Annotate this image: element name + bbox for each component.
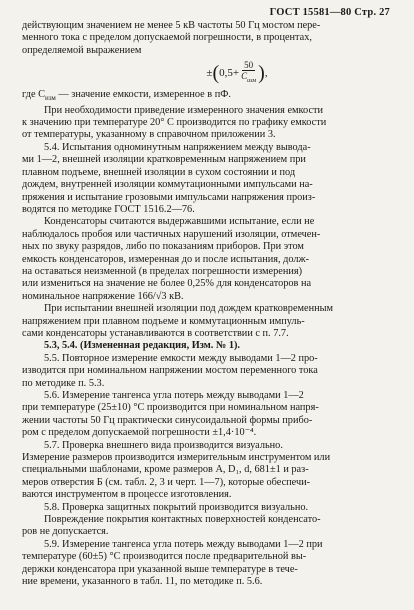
page-header: ГОСТ 15581—80 Стр. 27: [269, 7, 390, 18]
text-line: емкость конденсаторов, измеренная до и после испытания, долж-: [22, 253, 310, 265]
text-line: ных по звуку разрядов, либо по показаниям приборов. При этом: [22, 241, 304, 253]
error-formula: [82, 60, 392, 86]
text-line: ром с пределом допускаемой погрешности ±1,4·10⁻⁴.: [22, 427, 257, 439]
formula-fraction: [241, 60, 256, 86]
formula-base: 0,5+: [219, 66, 240, 79]
text-line: по методике п. 5.3.: [22, 377, 105, 389]
text-line: от температуры, указанному в справочном приложении 3.: [22, 129, 276, 141]
text-line: ми 1—2, внешней изоляции кратковременным напряжением при: [22, 154, 306, 166]
text-line: Повреждение покрытия контактных поверхностей конденсато-: [44, 514, 321, 526]
text-subscript: изм: [44, 94, 56, 103]
text-line: 5.7. Проверка внешнего вида производится визуально.: [44, 439, 283, 451]
formula-tail: ,: [264, 66, 268, 79]
text-line: менного тока с пределом допускаемой погрешности, в процентах,: [22, 32, 312, 44]
text-line: номинальное напряжение 166/√3 кВ.: [22, 290, 184, 302]
text-line: пряжения и испытание грозовыми импульсами напряжения произ-: [22, 191, 316, 203]
text-line: ние времени, указанного в табл. 11, по методике п. 5.6.: [22, 576, 263, 588]
text-line: держки конденсатора при указанной выше температуре в тече-: [22, 563, 298, 575]
text-line: ров не допускается.: [22, 526, 109, 538]
text-line: напряжением при плавном подъеме и коммутационным импуль-: [22, 315, 305, 327]
text-line: меров отверстия Б (см. табл. 2, 3 и черт. 1—7), которые обеспечи-: [22, 476, 311, 488]
text-line: При необходимости приведение измеренного значения емкости: [44, 104, 324, 116]
text-line: При испытании внешней изоляции под дождем кратковременным: [44, 303, 334, 315]
text-line: изводится при номинальном напряжении мостом переменного тока: [22, 365, 318, 377]
formula-open-paren: (: [212, 62, 220, 85]
text-fragment: где C: [22, 89, 45, 101]
text-line: 5.4. Испытания одноминутным напряжением между вывода-: [44, 141, 311, 153]
text-line: ваются инструментом в процессе изготовления.: [22, 489, 232, 501]
text-fragment: — значение емкости, измеренное в пФ.: [55, 89, 231, 101]
text-line: сами конденсаторы устанавливаются в соответствии с п. 7.7.: [22, 327, 289, 339]
formula-den-subscript: изм: [247, 78, 257, 85]
text-line: Конденсаторы считаются выдержавшими испытание, если не: [44, 216, 315, 228]
formula-den-symbol: C: [241, 71, 248, 82]
text-line: Измерение размеров производится измерительным инструментом или: [22, 452, 331, 464]
text-line: 5.5. Повторное измерение емкости между выводами 1—2 про-: [44, 352, 318, 364]
text-line: 5.9. Измерение тангенса угла потерь между выводами 1—2 при: [44, 538, 323, 550]
text-line: при температуре (25±10) °C производится при номинальном напря-: [22, 402, 319, 414]
text-line: плавном подъеме, внешней изоляции в сухом состоянии и под: [22, 166, 296, 178]
text-line: действующим значением не менее 5 кВ частоты 50 Гц мостом пере-: [22, 20, 321, 31]
formula-close-paren: ): [258, 62, 265, 85]
text-line: 5.8. Проверка защитных покрытий производится визуально.: [44, 501, 309, 513]
text-line: специальными шаблонами, кроме размеров A, D₁, d, 681±1 и раз-: [22, 464, 309, 476]
text-line: 5.3, 5.4. (Измененная редакция, Изм. № 1).: [44, 340, 240, 352]
text-line: на оставаться неизменной (в пределах погрешности измерения): [22, 265, 303, 277]
formula-plusminus: ±: [206, 66, 213, 79]
text-line: водятся по методике ГОСТ 1516.2—76.: [22, 203, 195, 215]
formula-numerator: 50: [244, 60, 254, 71]
formula-denominator: [241, 71, 256, 86]
document-body: [22, 20, 392, 589]
text-line: определяемой выражением: [22, 44, 142, 56]
text-line: к значению при температуре 20° C производится по графику емкости: [22, 117, 327, 129]
text-line: 5.6. Измерение тангенса угла потерь между выводами 1—2: [44, 390, 304, 402]
text-line: [22, 89, 392, 104]
text-line: дождем, внутренней изоляции коммутационными импульсами на-: [22, 179, 313, 191]
text-line: жении частоты 50 Гц практически синусоидальной формы прибо-: [22, 414, 313, 426]
text-line: температуре (60±5) °C производится после предварительной вы-: [22, 551, 307, 563]
text-line: наблюдалось пробоя или частичных нарушений изоляции, отмечен-: [22, 228, 321, 240]
text-line: или измениться на значение не более 0,25% для конденсаторов на: [22, 278, 312, 290]
